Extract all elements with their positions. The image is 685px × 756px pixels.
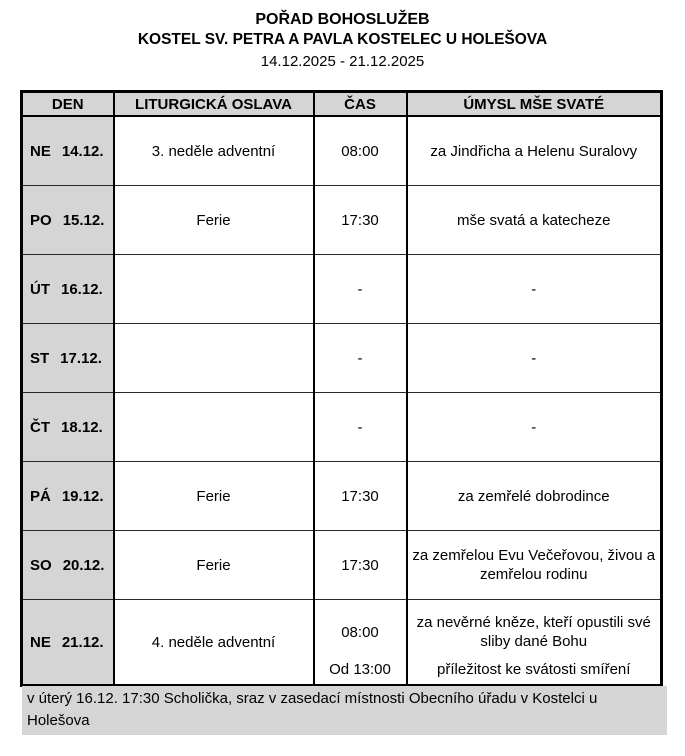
time-cell: 17:30 [314, 531, 407, 600]
day-cell [22, 531, 114, 600]
day-abbr: PÁ [30, 487, 51, 505]
celebration-cell: Ferie [114, 186, 314, 255]
column-header-den: DEN [22, 92, 114, 117]
intention-cell: - [407, 255, 662, 324]
time-cell: 17:30 [314, 462, 407, 531]
day-date: 18.12. [61, 418, 103, 436]
time-entries [315, 600, 406, 684]
day-abbr: PO [30, 211, 52, 229]
column-header-cas: ČAS [314, 92, 407, 117]
day-label [23, 419, 113, 436]
day-cell [22, 600, 114, 686]
intention-entry-morning: za nevěrné kněze, kteří opustili své sliby dané Bohu [416, 614, 651, 650]
day-abbr: ČT [30, 418, 50, 436]
day-date: 14.12. [61, 142, 104, 160]
intention-entry-afternoon: příležitost ke svátosti smíření [437, 661, 631, 678]
document-header [0, 0, 685, 72]
day-label [23, 488, 113, 505]
intention-cell: - [407, 324, 662, 393]
day-cell [22, 324, 114, 393]
intention-cell: - [407, 393, 662, 462]
table-row-ct-18 [22, 393, 662, 462]
celebration-cell: Ferie [114, 462, 314, 531]
column-header-liturgicka-oslava: LITURGICKÁ OSLAVA [114, 92, 314, 117]
day-label [23, 350, 113, 367]
table-row-ne-14 [22, 116, 662, 186]
day-label [23, 281, 113, 298]
table-header-row [22, 92, 662, 117]
intention-cell: za Jindřicha a Helenu Suralovy [407, 116, 662, 186]
celebration-cell: 3. neděle adventní [114, 116, 314, 186]
time-cell [314, 600, 407, 686]
day-cell [22, 255, 114, 324]
day-abbr: NE [30, 633, 51, 651]
celebration-cell [114, 393, 314, 462]
time-cell: - [314, 255, 407, 324]
footer-note: v úterý 16.12. 17:30 Scholička, sraz v zasedací místnosti Obecního úřadu v Kostelci u Holešova [22, 686, 667, 735]
day-abbr: NE [30, 142, 51, 160]
intention-cell: mše svatá a katecheze [407, 186, 662, 255]
celebration-cell [114, 255, 314, 324]
table-row-po-15 [22, 186, 662, 255]
day-date: 16.12. [61, 280, 103, 298]
day-date: 21.12. [61, 633, 104, 651]
celebration-cell: Ferie [114, 531, 314, 600]
day-label [23, 634, 113, 651]
table-row-pa-19 [22, 462, 662, 531]
time-entry-afternoon: Od 13:00 [329, 661, 391, 678]
day-cell [22, 462, 114, 531]
day-cell [22, 186, 114, 255]
table-row-ne-21 [22, 600, 662, 686]
day-label [23, 557, 113, 574]
intention-cell [407, 600, 662, 686]
day-cell [22, 393, 114, 462]
intention-entries [408, 600, 661, 684]
day-date: 17.12. [60, 349, 102, 367]
date-range: 14.12.2025 - 21.12.2025 [260, 53, 425, 70]
time-cell: - [314, 393, 407, 462]
church-name: KOSTEL SV. PETRA A PAVLA KOSTELEC U HOLEŠOVA [137, 31, 548, 48]
column-header-umysl-mse-svate: ÚMYSL MŠE SVATÉ [407, 92, 662, 117]
day-label [23, 143, 113, 160]
time-cell: 08:00 [314, 116, 407, 186]
day-abbr: SO [30, 556, 52, 574]
table-row-so-20 [22, 531, 662, 600]
day-abbr: ÚT [30, 280, 50, 298]
day-date: 20.12. [62, 556, 105, 574]
day-abbr: ST [30, 349, 50, 367]
day-cell [22, 116, 114, 186]
time-cell: 17:30 [314, 186, 407, 255]
day-date: 19.12. [61, 487, 104, 505]
intention-cell: za zemřelou Evu Večeřovou, živou a zemřelou rodinu [407, 531, 662, 600]
schedule-table [20, 90, 663, 687]
page-title: POŘAD BOHOSLUŽEB [255, 11, 430, 28]
table-row-st-17 [22, 324, 662, 393]
celebration-cell [114, 324, 314, 393]
time-entry-morning: 08:00 [341, 623, 379, 641]
time-cell: - [314, 324, 407, 393]
celebration-cell: 4. neděle adventní [114, 600, 314, 686]
table-row-ut-16 [22, 255, 662, 324]
intention-cell: za zemřelé dobrodince [407, 462, 662, 531]
day-label [23, 212, 113, 229]
day-date: 15.12. [62, 211, 105, 229]
